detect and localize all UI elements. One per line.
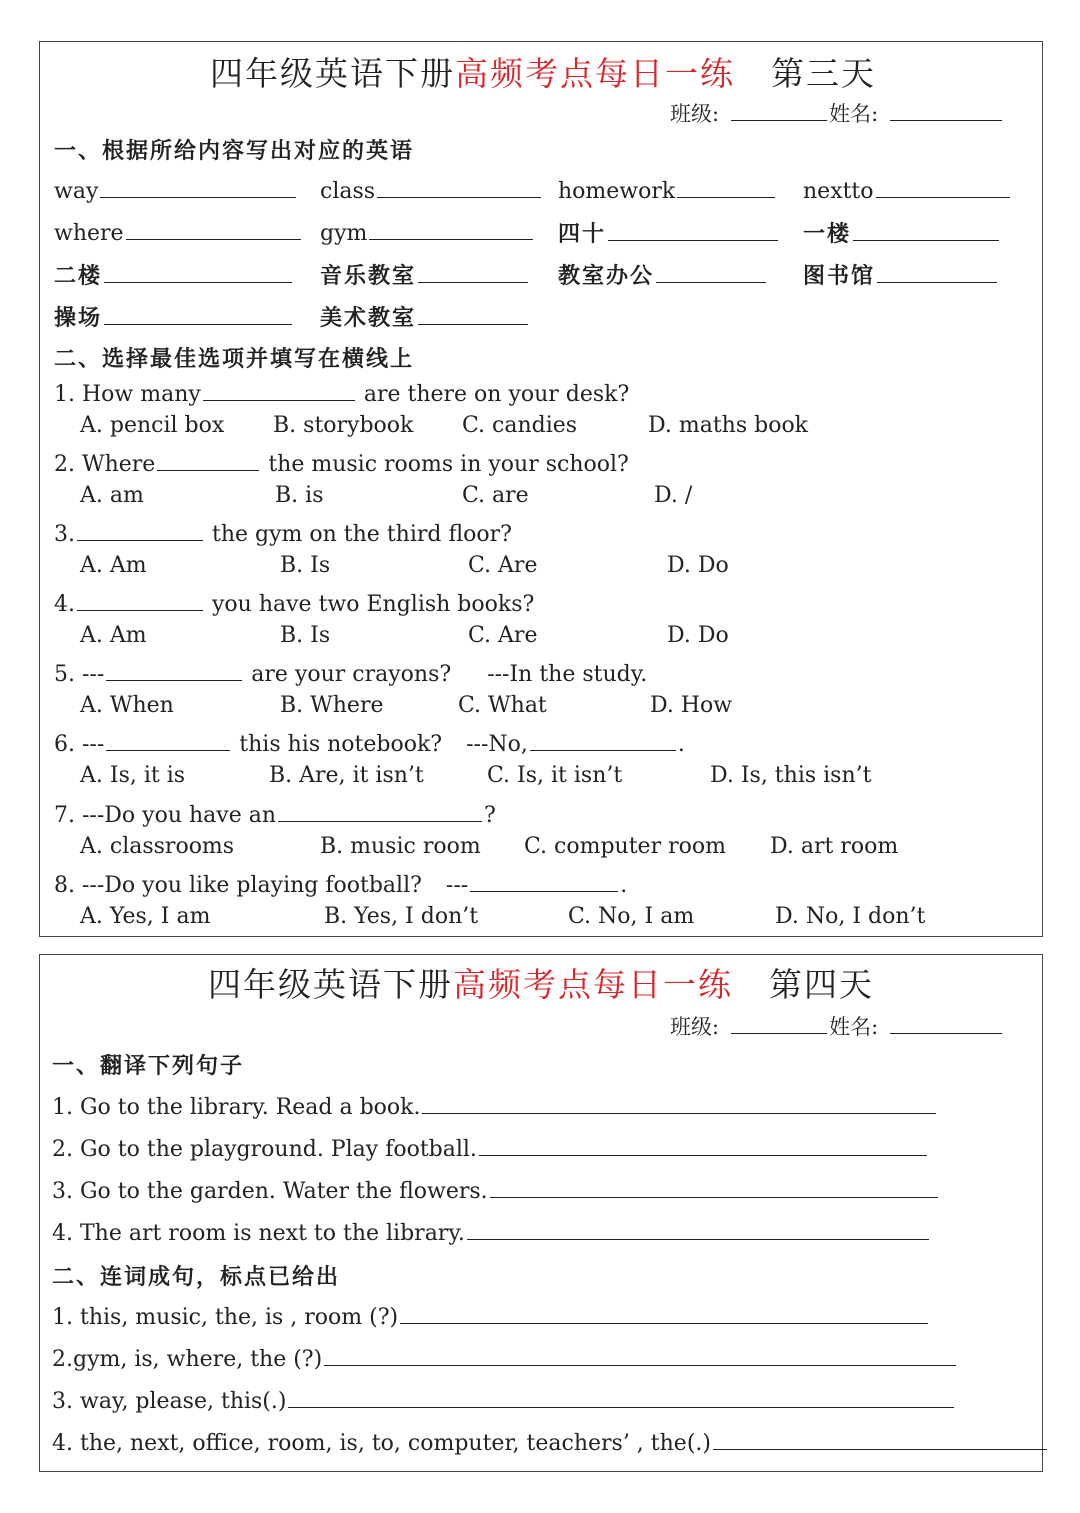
class-blank[interactable] — [731, 1011, 827, 1034]
vocab-word: 音乐教室 — [320, 263, 417, 289]
reorder-item — [52, 1343, 958, 1372]
worksheet-title — [210, 48, 876, 95]
option-a[interactable]: A. Am — [80, 623, 147, 648]
class-name-fields — [670, 98, 1004, 128]
answer-blank[interactable] — [876, 175, 1010, 198]
answer-blank[interactable] — [877, 260, 997, 283]
question-stem — [54, 799, 496, 828]
option-c[interactable]: C. Are — [468, 623, 538, 648]
reorder-item — [52, 1427, 1049, 1456]
translate-item — [52, 1091, 938, 1120]
answer-blank[interactable] — [400, 1301, 928, 1324]
option-c[interactable]: C. What — [458, 693, 547, 718]
option-d[interactable]: D. Is, this isn’t — [710, 763, 872, 788]
vocab-word: 美术教室 — [320, 305, 417, 331]
answer-blank[interactable] — [713, 1427, 1047, 1450]
stem-text: 7. ---Do you have an — [54, 803, 277, 828]
section-heading: 一、根据所给内容写出对应的英语 — [54, 138, 415, 164]
option-c[interactable]: C. Are — [468, 553, 538, 578]
option-c[interactable]: C. No, I am — [568, 904, 695, 929]
vocab-item — [54, 259, 294, 290]
answer-blank[interactable] — [656, 260, 766, 283]
answer-blank[interactable] — [677, 175, 775, 198]
option-d[interactable]: D. art room — [770, 834, 899, 859]
answer-blank[interactable] — [377, 175, 541, 198]
answer-blank[interactable] — [467, 1217, 929, 1240]
option-a[interactable]: A. classrooms — [80, 834, 235, 859]
vocab-word: 四十 — [558, 221, 607, 247]
option-c[interactable]: C. are — [462, 483, 529, 508]
answer-blank[interactable] — [77, 588, 203, 611]
stem-punct: . — [677, 732, 685, 757]
stem-text: are your crayons? — [251, 662, 452, 687]
stem-text: 8. ---Do you like playing football? — [54, 873, 422, 898]
option-b[interactable]: B. music room — [320, 834, 481, 859]
stem-punct: . — [620, 873, 628, 898]
name-label: 姓名: — [829, 1015, 879, 1039]
stem-text: this his notebook? — [239, 732, 443, 757]
vocab-word: 教室办公 — [558, 263, 655, 289]
stem-text: 4. — [54, 592, 75, 617]
option-b[interactable]: B. is — [275, 483, 324, 508]
stem-reply: ---No, — [466, 732, 528, 757]
name-label: 姓名: — [829, 102, 879, 126]
question-stem — [54, 869, 627, 898]
option-b[interactable]: B. Are, it isn’t — [269, 763, 424, 788]
answer-blank[interactable] — [422, 1091, 936, 1114]
question-stem — [54, 588, 534, 617]
vocab-word: way — [54, 179, 99, 204]
answer-blank[interactable] — [853, 218, 999, 241]
title-highlight: 高频考点每日一练 — [453, 965, 733, 1004]
option-b[interactable]: B. Yes, I don’t — [324, 904, 479, 929]
stem-text: 1. How many — [54, 382, 201, 407]
sentence-text: 1. Go to the library. Read a book. — [52, 1095, 421, 1120]
option-b[interactable]: B. Where — [280, 693, 384, 718]
option-b[interactable]: B. storybook — [273, 413, 414, 438]
question-stem — [54, 448, 629, 477]
vocab-item — [558, 217, 780, 248]
worksheet-day4 — [39, 954, 1043, 1472]
worksheet-title — [208, 959, 874, 1006]
stem-text: ? — [484, 803, 496, 828]
answer-blank[interactable] — [106, 658, 242, 681]
option-a[interactable]: A. Yes, I am — [80, 904, 211, 929]
option-b[interactable]: B. Is — [280, 623, 331, 648]
vocab-item — [320, 175, 543, 204]
answer-blank[interactable] — [126, 217, 301, 240]
vocab-word: where — [54, 221, 124, 246]
option-d[interactable]: D. No, I don’t — [775, 904, 926, 929]
title-grade: 四年级英语下册 — [210, 54, 455, 93]
translate-item — [52, 1133, 929, 1162]
words-text: 1. this, music, the, is , room (?) — [52, 1305, 399, 1330]
section-heading: 二、选择最佳选项并填写在横线上 — [54, 346, 415, 372]
name-blank[interactable] — [890, 1011, 1002, 1034]
name-blank[interactable] — [890, 98, 1002, 121]
words-text: 4. the, next, office, room, is, to, computer, teachers’ , the(.) — [52, 1431, 711, 1456]
option-b[interactable]: B. Is — [280, 553, 331, 578]
vocab-item — [54, 217, 303, 246]
question-stem — [54, 658, 647, 687]
section-heading: 一、翻译下列句子 — [52, 1053, 245, 1079]
vocab-item — [803, 175, 1012, 204]
answer-blank[interactable] — [106, 728, 230, 751]
answer-blank[interactable] — [608, 218, 778, 241]
stem-text: 2. Where — [54, 452, 156, 477]
words-text: 3. way, please, this(.) — [52, 1389, 287, 1414]
stem-reply: ---In the study. — [487, 662, 648, 687]
stem-text: the gym on the third floor? — [212, 522, 512, 547]
stem-text: 3. — [54, 522, 75, 547]
answer-blank[interactable] — [77, 518, 203, 541]
option-d[interactable]: D. How — [650, 693, 733, 718]
vocab-item — [558, 175, 777, 204]
reorder-item — [52, 1301, 930, 1330]
answer-blank[interactable] — [324, 1343, 956, 1366]
stem-text: the music rooms in your school? — [268, 452, 629, 477]
vocab-word: 一楼 — [803, 221, 852, 247]
answer-blank[interactable] — [479, 1133, 927, 1156]
answer-blank[interactable] — [203, 378, 355, 401]
class-blank[interactable] — [731, 98, 827, 121]
stem-text: 5. --- — [54, 662, 105, 687]
vocab-item — [320, 259, 530, 290]
vocab-item — [54, 175, 298, 204]
option-d[interactable]: D. Do — [667, 553, 729, 578]
option-a[interactable]: A. am — [80, 483, 144, 508]
title-day: 第三天 — [771, 54, 876, 93]
title-day: 第四天 — [769, 965, 874, 1004]
option-c[interactable]: C. Is, it isn’t — [487, 763, 623, 788]
vocab-word: 操场 — [54, 305, 103, 331]
class-label: 班级: — [670, 102, 720, 126]
words-text: 2.gym, is, where, the (?) — [52, 1347, 323, 1372]
question-stem — [54, 728, 685, 757]
translate-item — [52, 1175, 940, 1204]
vocab-item — [320, 217, 535, 246]
question-stem — [54, 378, 629, 407]
answer-blank[interactable] — [100, 175, 296, 198]
vocab-word: class — [320, 179, 376, 204]
vocab-word: nextto — [803, 179, 874, 204]
answer-blank[interactable] — [104, 302, 292, 325]
option-a[interactable]: A. Is, it is — [80, 763, 186, 788]
vocab-item — [803, 217, 1001, 248]
vocab-item — [558, 259, 768, 290]
option-a[interactable]: A. pencil box — [80, 413, 225, 438]
sentence-text: 4. The art room is next to the library. — [52, 1221, 465, 1246]
option-d[interactable]: D. Do — [667, 623, 729, 648]
answer-blank[interactable] — [157, 448, 259, 471]
reorder-item — [52, 1385, 956, 1414]
option-d[interactable]: D. / — [654, 483, 693, 508]
answer-blank[interactable] — [288, 1385, 954, 1408]
vocab-word: homework — [558, 179, 676, 204]
answer-blank[interactable] — [530, 728, 676, 751]
stem-text: you have two English books? — [212, 592, 535, 617]
vocab-word: 二楼 — [54, 263, 103, 289]
stem-reply: --- — [445, 873, 469, 898]
option-a[interactable]: A. When — [80, 693, 174, 718]
vocab-word: 图书馆 — [803, 263, 876, 289]
option-c[interactable]: C. candies — [462, 413, 578, 438]
vocab-word: gym — [320, 221, 368, 246]
answer-blank[interactable] — [369, 217, 533, 240]
answer-blank[interactable] — [490, 1175, 938, 1198]
option-d[interactable]: D. maths book — [648, 413, 809, 438]
answer-blank[interactable] — [418, 260, 528, 283]
question-stem — [54, 518, 512, 547]
option-c[interactable]: C. computer room — [524, 834, 726, 859]
answer-blank[interactable] — [278, 799, 482, 822]
title-highlight: 高频考点每日一练 — [455, 54, 735, 93]
section-heading: 二、连词成句，标点已给出 — [52, 1264, 341, 1290]
stem-text: are there on your desk? — [363, 382, 630, 407]
vocab-item — [54, 301, 294, 332]
sentence-text: 2. Go to the playground. Play football. — [52, 1137, 477, 1162]
vocab-item — [320, 301, 530, 332]
answer-blank[interactable] — [418, 302, 528, 325]
worksheet-day3 — [39, 41, 1043, 937]
title-grade: 四年级英语下册 — [208, 965, 453, 1004]
class-name-fields — [670, 1011, 1004, 1041]
answer-blank[interactable] — [104, 260, 292, 283]
option-a[interactable]: A. Am — [80, 553, 147, 578]
answer-blank[interactable] — [470, 869, 618, 892]
class-label: 班级: — [670, 1015, 720, 1039]
vocab-item — [803, 259, 999, 290]
sentence-text: 3. Go to the garden. Water the flowers. — [52, 1179, 488, 1204]
translate-item — [52, 1217, 931, 1246]
stem-text: 6. --- — [54, 732, 105, 757]
